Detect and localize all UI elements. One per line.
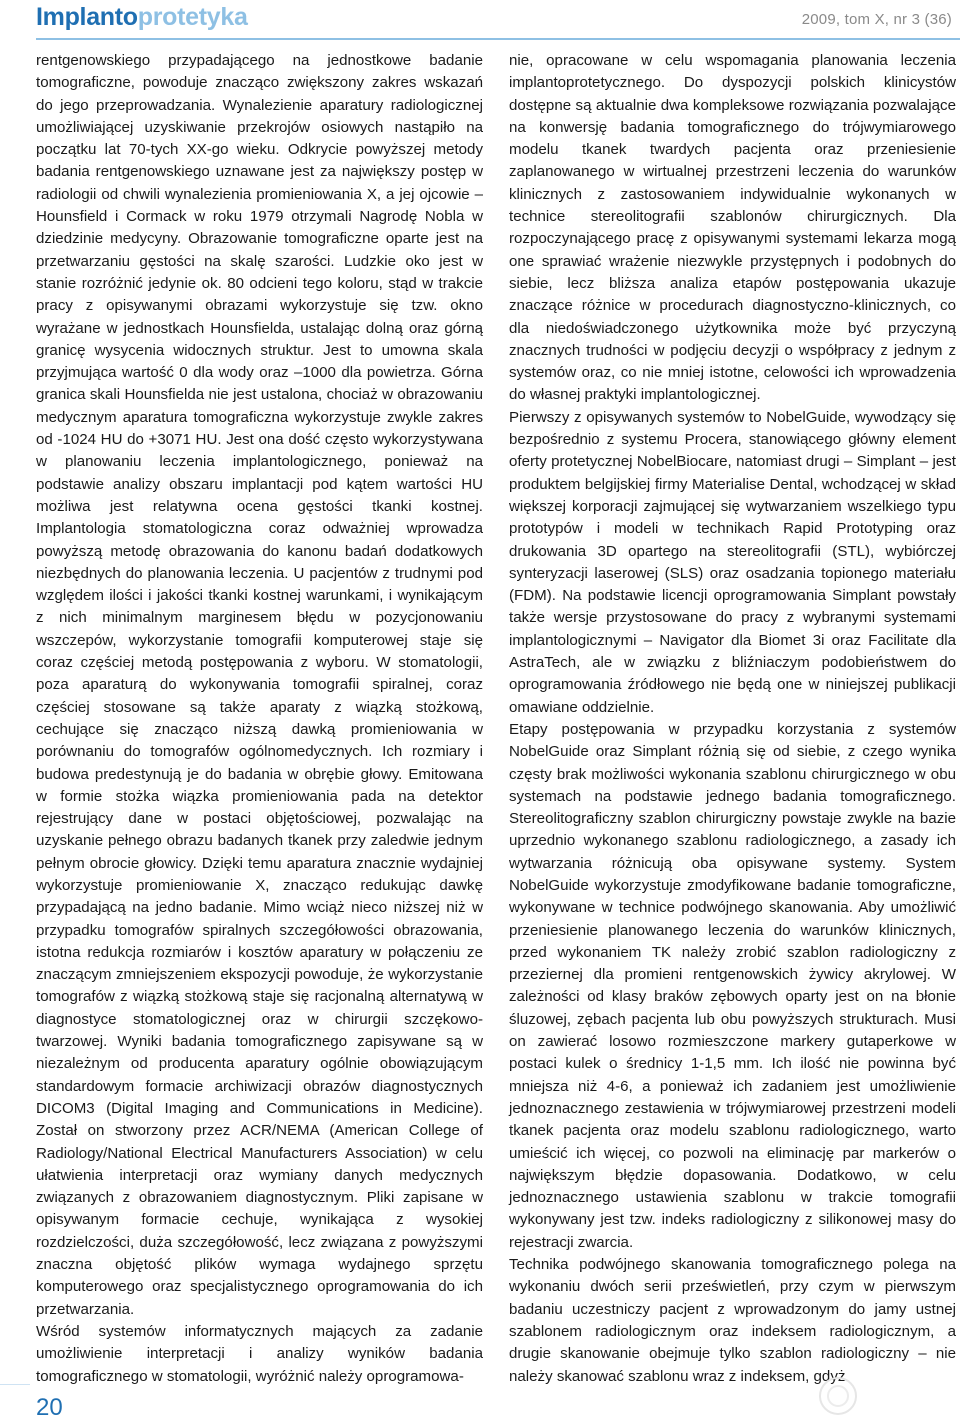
left-paragraph-2: Wśród systemów informatycznych mających za zadanie umożliwienie interpretacji i analizy wyników badania tomograficznego w stomatologii, wyróżnić należy oprogramowa- <box>36 1322 483 1385</box>
watermark-icon <box>816 1374 860 1418</box>
header-rule <box>36 38 960 40</box>
footer-rule <box>0 1384 30 1385</box>
issue-info: 2009, tom X, nr 3 (36) <box>801 11 952 28</box>
right-column <box>509 50 956 1388</box>
right-paragraph-1: nie, opracowane w celu wspomagania planowania leczenia implantoprotetycznego. Do dyspozycji polskich klinicystów dostępne są aktualnie dwa kompleksowe rozwiązania pozwalające na konwersję badania tomograficznego do trójwymiarowego modelu tkanek twardych pacjenta oraz przeniesienie zaplanowanego w wirtualnej przestrzeni leczenia do warunków klinicznych z zastosowaniem indywidualnie wykonanych w technice stereolitografii szablonów chirurgicznych. Dla rozpoczynającego pracę z opisywanymi systemami lekarza mogą one sprawiać wrażenie niezwykle przystępnych i podobnych do siebie, lecz bliższa analiza etapów postępowania ukazuje znaczące różnice w procedurach diagnostyczno-klinicznych, co dla niedoświadczonego użytkownika może być przyczyną znacznych trudności w podjęciu decyzji o współpracy z jednym z systemów oraz, co nie mniej istotne, celowości ich wprowadzenia do własnej praktyki implantologicznej. <box>509 52 956 404</box>
left-paragraph-1: rentgenowskiego przypadającego na jednostkowe badanie tomograficzne, powoduje znacząco zwiększony zakres wskazań do jego przeprowadzania. Wynalezienie aparatury radiologicznej umożliwiającej uzyskiwanie przekrojów osiowych nastąpiło na początku lat 70-tych XX-go wieku. Odkrycie powyższej metody badania rentgenowskiego uznawane jest za największy postęp w radiologii od chwili wynalezienia promieniowania X, a jej ojcowie – Hounsfield i Cormack w roku 1979 otrzymali Nagrodę Nobla w dziedzinie medycyny. Obrazowanie tomograficzne oparte jest na przetwarzaniu gęstości na skalę szarości. Ludzkie oko jest w stanie rozróżnić jedynie ok. 80 odcieni tego koloru, stąd w trakcie pracy z opisywanymi obrazami wykorzystuje się tzw. okno wyrażane w jednostkach Hounsfielda, ustalając dolną oraz górną granicę wysycenia widocznych struktur. Jest to umowna skala przyjmująca wartość 0 dla wody oraz –1000 dla powietrza. Górna granica skali Hounsfielda nie jest ustalona, chociaż w obrazowaniu medycznym aparatura tomograficzna wykorzystuje zwykle zakres od -1024 HU do +3071 HU. Jest ona dość często wykorzystywana w planowaniu leczenia implantologicznego, ponieważ na podstawie analizy obszaru implantacji pod kątem wartości HU możliwa jest relatywna ocena gęstości tkanki kostnej. Implantologia stomatologiczna coraz odważniej wprowadza powyższą metodę obrazowania do kanonu badań dodatkowych niezbędnych do planowania leczenia. U pacjentów z trudnymi pod względem ilości i jakości tkanki kostnej warunkami, i wynikającym z nich minimalnym marginesem błędu w pozycjonowaniu wszczepów, wykorzystanie tomografii komputerowej staje się coraz częściej metodą postępowania z wyboru. W stomatologii, poza aparaturą do wykonywania tomografii spiralnej, coraz częściej stosowane są także aparaty z wiązką stożkową, cechujące się znacząco niższą dawką promieniowania w porównaniu do tomografów ogólnomedycznych. Ich rozmiary i budowa predestynują je do badania w obrębie głowy. Emitowana w formie stożka wiązka promieniowania pada na detektor rejestrujący dane w postaci objętościowej, pozwalając na uzyskanie pełnego obrazu badanych tkanek przy zaledwie jednym pełnym obrocie głowicy. Dzięki temu aparatura znacznie wydajniej wykorzystuje promieniowanie X, znacząco redukując dawkę przypadającą na jedno badanie. Mimo wciąż nieco niższej niż w przypadku tomografów spiralnych szczegółowości obrazowania, istotna redukcja rozmiarów i kosztów aparatury w połączeniu ze znaczącym zmniejszeniem ekspozycji powoduje, że wykorzystanie tomografów z wiązką stożkową staje się racjonalną alternatywą w diagnostyce stomatologicznej oraz w chirurgii szczękowo-twarzowej. Wyniki badania tomograficznego zapisywane są w niezależnym od producenta aparatury ogólnie obowiązującym standardowym formacie archiwizacji obrazów diagnostycznych DICOM3 (Digital Imaging and Communications in Medicine). Został on stworzony przez ACR/NEMA (American College of Radiology/National Electrical Manufacturers Association) w celu ułatwienia interpretacji oraz wymiany danych medycznych związanych z obrazowaniem diagnostycznym. Pliki zapisane w opisywanym formacie cechuje, wynikająca z wysokiej rozdzielczości, duża szczegółowość, lecz związana z powyższymi znaczna objętość plików wymaga wydajnego sprzętu komputerowego oraz specjalistycznego oprogramowania do ich przetwarzania. <box>36 52 483 1318</box>
left-column <box>36 50 483 1388</box>
journal-logo <box>36 3 248 32</box>
right-paragraph-4: Technika podwójnego skanowania tomograficznego polega na wykonaniu dwóch serii prześwietleń, przy czym w pierwszym badaniu uczestniczy pacjent z wprowadzonym do jamy ustnej szablonem radiologicznym oraz indeksem radiologicznym, a drugie skanowanie obejmuje tylko szablon radiologiczny – nie należy skanować szablonu wraz z indeksem, gdyż <box>509 1256 956 1385</box>
logo-part-protetyka: protetyka <box>137 3 248 31</box>
right-paragraph-2: Pierwszy z opisywanych systemów to NobelGuide, wywodzący się bezpośrednio z systemu Procera, stanowiącego główny element oferty protetycznej NobelBiocare, natomiast drugi – Simplant – jest produktem belgijskiej firmy Materialise Dental, wchodzącej w skład większej korporacji zajmującej się wytwarzaniem wszelkiego typu prototypów i modeli w technikach Rapid Prototyping oraz drukowania 3D opartego na stereolitografii (STL), wybiórczej synteryzacji laserowej (SLS) oraz osadzania topionego materiału (FDM). Na podstawie licencji oprogramowania Simplant powstały także wersje przystosowane do pracy z wybranymi systemami implantologicznymi – Navigator dla Biomet 3i oraz Facilitate dla AstraTech, ale w związku z bliźniaczym podobieństwem do oprogramowania źródłowego nie będą one w niniejszej publikacji omawiane oddzielnie. <box>509 408 956 716</box>
page-number: 20 <box>36 1394 63 1421</box>
page-header <box>0 0 960 40</box>
right-paragraph-3: Etapy postępowania w przypadku korzystania z systemów NobelGuide oraz Simplant różnią się od siebie, z czego wynika częsty brak możliwości wykonania szablonu chirurgicznego w obu systemach na podstawie jednego badania tomograficznego. Stereolitograficzny szablon chirurgiczny powstaje zwykle na bazie uprzednio wykonanego szablonu radiologicznego, a zasady ich wytwarzania różnicują oba opisywane systemy. System NobelGuide wykorzystuje zmodyfikowane badanie tomograficzne, wykonywane w technice podwójnego skanowania. Aby umożliwić przeniesienie planowanego leczenia do warunków klinicznych, przed wykonaniem TK należy zrobić szablon radiologiczny z przezierneј dla promieni rentgenowskich żywicy akrylowej. W zależności od klasy braków zębowych oparty jest on na błonie śluzowej, zębach pacjenta lub obu powyższych strukturach. Musi on zawierać losowo rozmieszczone markery gutaperkowe w postaci kulek o średnicy 1-1,5 mm. Ich ilość nie powinna być mniejsza niż 4-6, a ponieważ ich zadaniem jest umożliwienie jednoznacznego zestawienia w trójwymiarowej przestrzeni modeli tkanek pacjenta oraz modelu szablonu radiologicznego, warto umieścić ich więcej, co pozwoli na eliminację par markerów o największym błędzie dopasowania. Dodatkowo, w celu jednoznacznego ustawienia szablonu w trakcie tomografii wykonywany jest tzw. indeks radiologiczny z silikonowej masy do rejestracji zwarcia. <box>509 720 956 1251</box>
logo-part-implanto: Implanto <box>36 3 138 31</box>
